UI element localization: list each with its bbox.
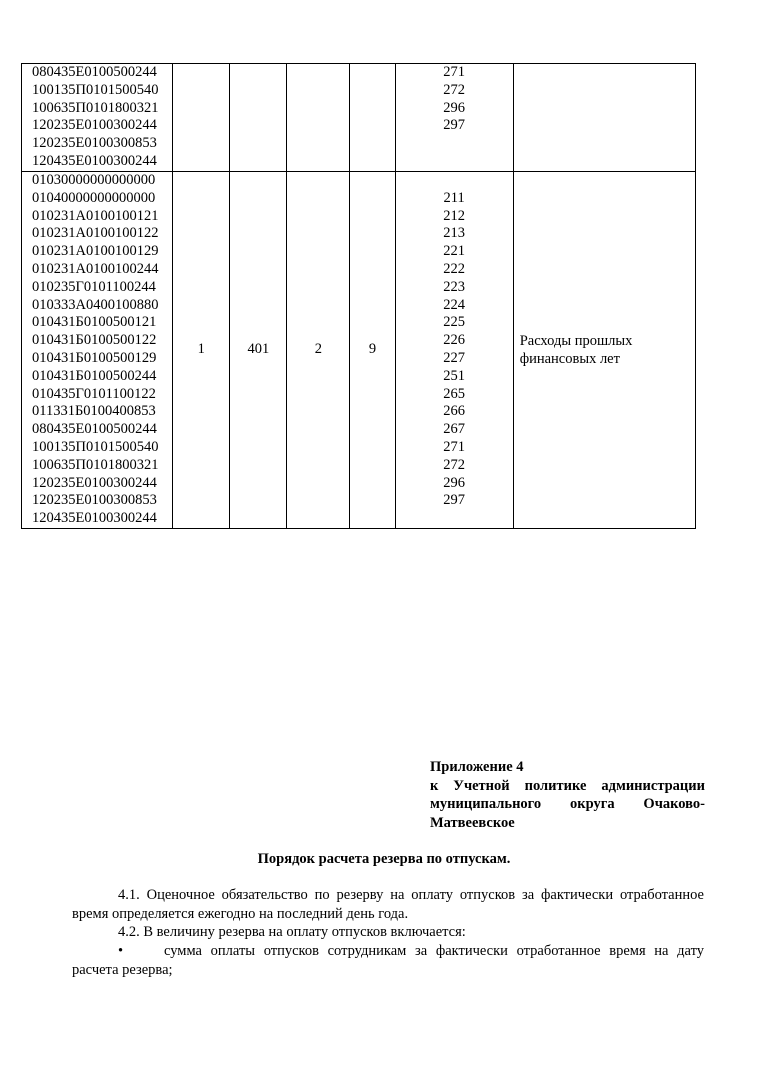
table-cell: 401 xyxy=(230,172,287,529)
kbk-code: 120235Е0100300853 xyxy=(32,492,157,509)
kosgu-code: 226 xyxy=(443,332,465,349)
kbk-code: 080435Е0100500244 xyxy=(32,64,157,80)
bullet-text: сумма оплаты отпусков сотрудникам за фактически отработанное время на дату расчета резерва; xyxy=(72,943,704,978)
kbk-code: 011331Б0100400853 xyxy=(32,403,156,420)
kbk-code: 010231А0100100121 xyxy=(32,207,159,224)
kbk-code: 100635П0101800321 xyxy=(32,99,159,116)
appendix-header xyxy=(430,758,705,832)
note-cell xyxy=(513,172,695,529)
kosgu-code: 227 xyxy=(443,350,465,366)
paragraph-4-1: 4.1. Оценочное обязательство по резерву на оплату отпусков за фактически отработанное время определяется ежегодно на последний день года. xyxy=(72,887,704,922)
table-cell: 2 xyxy=(287,172,350,529)
kosgu-code: 271 xyxy=(443,438,465,455)
note-cell xyxy=(513,64,695,172)
kosgu-code: 296 xyxy=(443,474,465,491)
kbk-code: 080435Е0100500244 xyxy=(32,421,157,438)
kbk-code: 010431Б0100500122 xyxy=(32,332,157,349)
table-cell xyxy=(287,64,350,172)
kbk-code: 010235Г0101100244 xyxy=(32,278,156,295)
kosgu-cell xyxy=(395,172,513,529)
kosgu-code: 221 xyxy=(443,243,465,260)
table-row xyxy=(22,172,696,529)
kbk-code: 120235Е0100300853 xyxy=(32,135,157,152)
kosgu-code: 297 xyxy=(443,492,465,509)
note-line: Расходы прошлых xyxy=(519,333,633,349)
kbk-code: 010231А0100100129 xyxy=(32,243,159,260)
kosgu-code: 296 xyxy=(443,99,465,116)
table-cell: 9 xyxy=(350,172,395,529)
kosgu-code: 212 xyxy=(443,207,465,224)
kbk-code: 010231А0100100122 xyxy=(32,225,159,242)
table-cell xyxy=(350,64,395,172)
table-cell: 1 xyxy=(173,172,230,529)
kbk-code: 010333А0400100880 xyxy=(32,296,159,313)
table-cell xyxy=(173,64,230,172)
table-cell xyxy=(230,64,287,172)
note-line: финансовых лет xyxy=(519,351,620,367)
kbk-code: 010431Б0100500121 xyxy=(32,314,157,331)
table-row xyxy=(22,64,696,172)
kosgu-code: 222 xyxy=(443,261,465,278)
bullet-paragraph xyxy=(72,942,704,979)
kbk-code: 120235Е0100300244 xyxy=(32,474,157,491)
kosgu-code: 271 xyxy=(443,64,465,80)
kbk-code: 010431Б0100500129 xyxy=(32,349,157,366)
appendix-title: Приложение 4 xyxy=(430,759,524,775)
paragraph-4-2: 4.2. В величину резерва на оплату отпусков включается: xyxy=(118,924,466,940)
kosgu-code: 211 xyxy=(443,189,465,206)
kbk-code: 010435Г0101100122 xyxy=(32,385,156,402)
appendix-line: к Учетной политике администрации xyxy=(430,777,705,794)
kosgu-code: 265 xyxy=(443,385,465,402)
kbk-code: 01040000000000000 xyxy=(32,189,156,206)
kbk-cell xyxy=(22,64,173,172)
bullet-icon: • xyxy=(118,943,124,959)
appendix-line: муниципального округа Очаково- xyxy=(430,796,705,812)
kosgu-code: 225 xyxy=(443,314,465,331)
kbk-code: 01030000000000000 xyxy=(32,172,156,188)
kosgu-code: 224 xyxy=(443,296,465,313)
accounting-table xyxy=(21,63,696,529)
kbk-code: 100135П0101500540 xyxy=(32,81,159,98)
kosgu-code: 267 xyxy=(443,421,465,438)
kbk-code: 120435Е0100300244 xyxy=(32,510,157,527)
kbk-code: 120435Е0100300244 xyxy=(32,152,157,169)
kosgu-code: 223 xyxy=(443,278,465,295)
kosgu-code: 272 xyxy=(443,81,465,98)
appendix-line: Матвеевское xyxy=(430,814,515,831)
kbk-cell xyxy=(22,172,173,529)
kbk-code: 010231А0100100244 xyxy=(32,260,159,277)
kosgu-code: 266 xyxy=(443,403,465,420)
kosgu-code: 251 xyxy=(443,367,465,384)
kbk-code: 010431Б0100500244 xyxy=(32,367,157,384)
kosgu-code: 272 xyxy=(443,456,465,473)
kbk-code: 100135П0101500540 xyxy=(32,438,159,455)
kbk-code: 120235Е0100300244 xyxy=(32,117,157,134)
kosgu-code: 213 xyxy=(443,225,465,242)
kosgu-cell xyxy=(395,64,513,172)
kbk-code: 100635П0101800321 xyxy=(32,456,159,473)
kosgu-code: 297 xyxy=(443,117,465,134)
section-title: Порядок расчета резерва по отпускам. xyxy=(257,851,511,867)
